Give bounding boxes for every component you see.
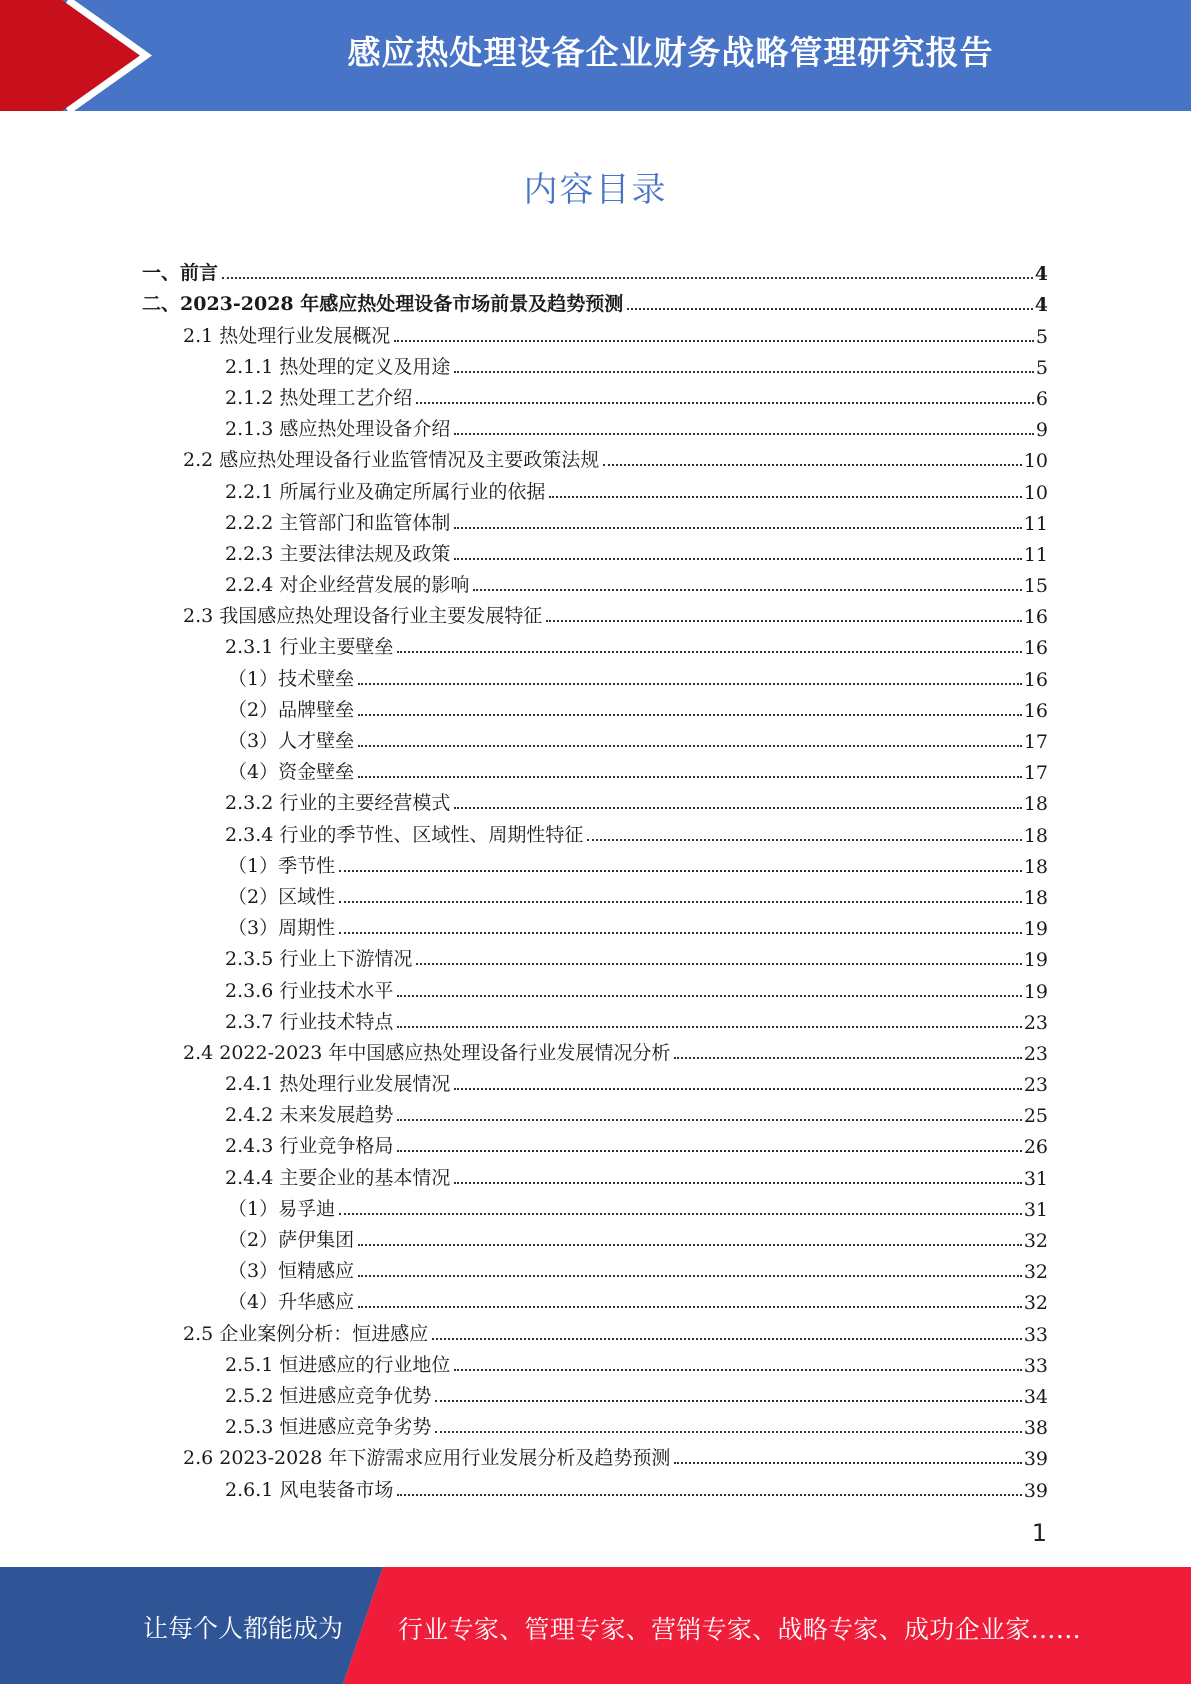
toc-entry-page: 9 xyxy=(1035,419,1048,442)
toc-entry[interactable] xyxy=(142,815,1048,846)
header-arrow-red xyxy=(0,0,140,111)
toc-dot-leader xyxy=(603,464,1022,466)
toc-entry-page: 19 xyxy=(1023,980,1048,1003)
toc-entry-page: 18 xyxy=(1023,855,1048,878)
toc-dot-leader xyxy=(397,995,1021,997)
toc-entry-page: 17 xyxy=(1023,731,1048,753)
toc-dot-leader xyxy=(358,1244,1022,1246)
toc-entry-page: 31 xyxy=(1023,1198,1048,1221)
toc-dot-leader xyxy=(397,651,1021,653)
toc-entry[interactable] xyxy=(142,971,1048,1002)
toc-entry-title: （4）资金壁垒 xyxy=(228,761,355,784)
toc-entry-title: （2）区域性 xyxy=(228,885,336,908)
toc-dot-leader xyxy=(454,558,1021,560)
toc-entry-page: 4 xyxy=(1034,294,1048,317)
toc-dot-leader xyxy=(587,839,1021,841)
toc-entry-page: 33 xyxy=(1023,1323,1048,1346)
toc-dot-leader xyxy=(416,402,1034,404)
toc-entry-title: 一、前言 xyxy=(142,262,219,285)
toc-dot-leader xyxy=(339,901,1022,903)
toc-entry[interactable] xyxy=(142,1065,1048,1096)
toc-dot-leader xyxy=(358,745,1022,747)
toc-dot-leader xyxy=(358,714,1022,716)
toc-entry-page: 26 xyxy=(1023,1136,1048,1159)
toc-entry[interactable] xyxy=(142,878,1048,909)
toc-dot-leader xyxy=(435,1400,1021,1402)
toc-entry-title: 2.6.1 风电装备市场 xyxy=(225,1478,394,1501)
toc-entry-page: 33 xyxy=(1023,1354,1048,1377)
toc-dot-leader xyxy=(397,1150,1021,1152)
toc-entry-title: 2.3.1 行业主要壁垒 xyxy=(225,636,394,659)
toc-entry-title: 2.2.1 所属行业及确定所属行业的依据 xyxy=(225,480,546,503)
toc-entry[interactable] xyxy=(142,597,1048,628)
toc-entry-title: 2.3.2 行业的主要经营模式 xyxy=(225,792,451,815)
toc-dot-leader xyxy=(416,963,1021,965)
toc-dot-leader xyxy=(549,496,1021,498)
toc-entry-title: 2.3.4 行业的季节性、区域性、周期性特征 xyxy=(225,823,584,846)
toc-entry-page: 16 xyxy=(1023,606,1048,629)
toc-entry-page: 38 xyxy=(1023,1417,1048,1440)
toc-dot-leader xyxy=(397,1494,1021,1496)
toc-dot-leader xyxy=(454,1088,1021,1090)
toc-entry[interactable] xyxy=(142,472,1048,503)
toc-dot-leader xyxy=(435,1431,1021,1433)
toc-entry-page: 23 xyxy=(1023,1074,1048,1097)
toc-entry[interactable] xyxy=(142,1408,1048,1439)
toc-entry[interactable] xyxy=(142,379,1048,410)
toc-entry[interactable] xyxy=(142,1190,1048,1221)
toc-entry[interactable] xyxy=(142,784,1048,815)
toc-dot-leader xyxy=(473,589,1021,591)
toc-entry-page: 32 xyxy=(1023,1261,1048,1284)
table-of-contents xyxy=(142,254,1048,1502)
toc-entry[interactable] xyxy=(142,909,1048,940)
toc-entry-title: 2.5 企业案例分析：恒进感应 xyxy=(183,1322,429,1345)
toc-entry-page: 17 xyxy=(1023,762,1048,785)
toc-dot-leader xyxy=(454,1369,1021,1371)
toc-entry-title: 2.4.4 主要企业的基本情况 xyxy=(225,1166,451,1189)
toc-dot-leader xyxy=(358,1275,1022,1277)
toc-entry[interactable] xyxy=(142,566,1048,597)
toc-entry-title: 2.4.1 热处理行业发展情况 xyxy=(225,1073,451,1096)
toc-dot-leader xyxy=(627,308,1033,310)
toc-entry[interactable] xyxy=(142,1346,1048,1377)
toc-dot-leader xyxy=(358,776,1022,778)
toc-entry[interactable] xyxy=(142,1377,1048,1408)
toc-entry-page: 18 xyxy=(1023,886,1048,909)
toc-entry-title: （2）品牌壁垒 xyxy=(228,698,355,721)
toc-entry-page: 23 xyxy=(1023,1011,1048,1034)
toc-entry[interactable] xyxy=(142,441,1048,472)
toc-dot-leader xyxy=(397,1026,1021,1028)
toc-dot-leader xyxy=(358,1306,1022,1308)
toc-entry[interactable] xyxy=(142,410,1048,441)
toc-entry-page: 34 xyxy=(1023,1385,1048,1408)
toc-entry-page: 23 xyxy=(1023,1042,1048,1065)
toc-entry[interactable] xyxy=(142,722,1048,753)
toc-entry-title: 2.3 我国感应热处理设备行业主要发展特征 xyxy=(183,605,543,628)
toc-entry-page: 16 xyxy=(1023,668,1048,691)
toc-entry-title: 2.3.7 行业技术特点 xyxy=(225,1010,394,1033)
toc-entry-page: 16 xyxy=(1023,699,1048,722)
report-footer xyxy=(0,1567,1191,1684)
toc-entry-page: 15 xyxy=(1023,575,1048,598)
toc-entry[interactable] xyxy=(142,1470,1048,1501)
toc-entry-page: 5 xyxy=(1035,356,1048,379)
toc-dot-leader xyxy=(339,932,1022,934)
toc-dot-leader xyxy=(394,340,1034,342)
toc-entry[interactable] xyxy=(142,628,1048,659)
toc-entry-title: 2.4 2022-2023 年中国感应热处理设备行业发展情况分析 xyxy=(183,1041,671,1064)
report-header xyxy=(0,0,1191,111)
toc-dot-leader xyxy=(454,1182,1021,1184)
toc-entry-page: 5 xyxy=(1035,325,1048,348)
toc-entry-page: 39 xyxy=(1023,1448,1048,1471)
toc-entry-page: 16 xyxy=(1023,637,1048,660)
toc-dot-leader xyxy=(222,277,1033,279)
toc-entry-title: 2.2.4 对企业经营发展的影响 xyxy=(225,574,470,597)
footer-slogan-right: 行业专家、管理专家、营销专家、战略专家、成功企业家…… xyxy=(398,1615,1082,1644)
toc-entry-page: 6 xyxy=(1035,387,1048,410)
toc-entry[interactable] xyxy=(142,1034,1048,1065)
toc-entry[interactable] xyxy=(142,1221,1048,1252)
toc-dot-leader xyxy=(339,870,1022,872)
toc-entry[interactable] xyxy=(142,847,1048,878)
toc-entry[interactable] xyxy=(142,1252,1048,1283)
toc-dot-leader xyxy=(339,1213,1022,1215)
toc-entry[interactable] xyxy=(142,1003,1048,1034)
page-number: 1 xyxy=(1031,1519,1047,1547)
toc-dot-leader xyxy=(674,1462,1021,1464)
toc-entry-page: 11 xyxy=(1023,543,1048,566)
toc-entry-title: 2.3.6 行业技术水平 xyxy=(225,979,394,1002)
toc-entry[interactable] xyxy=(142,940,1048,971)
header-arrow-icon xyxy=(0,0,160,111)
toc-entry-title: （3）恒精感应 xyxy=(228,1260,355,1283)
toc-entry[interactable] xyxy=(142,1158,1048,1189)
toc-entry[interactable] xyxy=(142,535,1048,566)
toc-entry-title: 2.2.2 主管部门和监管体制 xyxy=(225,511,451,534)
toc-dot-leader xyxy=(546,620,1022,622)
toc-entry-page: 19 xyxy=(1023,949,1048,972)
toc-dot-leader xyxy=(454,807,1021,809)
footer-slogan-left: 让每个人都能成为 xyxy=(143,1614,344,1643)
toc-dot-leader xyxy=(454,433,1034,435)
toc-dot-leader xyxy=(397,1119,1021,1121)
toc-entry-page: 19 xyxy=(1023,918,1048,941)
toc-dot-leader xyxy=(454,371,1034,373)
toc-entry[interactable] xyxy=(142,348,1048,379)
toc-entry-title: 2.5.1 恒进感应的行业地位 xyxy=(225,1353,451,1376)
toc-entry[interactable] xyxy=(142,1127,1048,1158)
toc-entry-title: 二、2023-2028 年感应热处理设备市场前景及趋势预测 xyxy=(142,293,624,316)
toc-entry-page: 18 xyxy=(1023,793,1048,816)
toc-entry-title: （4）升华感应 xyxy=(228,1291,355,1314)
toc-entry-page: 39 xyxy=(1023,1479,1048,1502)
toc-entry-title: 2.1.2 热处理工艺介绍 xyxy=(225,386,413,409)
toc-entry[interactable] xyxy=(142,691,1048,722)
toc-entry-title: （1）技术壁垒 xyxy=(228,667,355,690)
toc-entry[interactable] xyxy=(142,285,1048,316)
toc-entry-page: 18 xyxy=(1023,824,1048,847)
toc-entry-title: 2.1 热处理行业发展概况 xyxy=(183,324,391,347)
toc-entry-page: 4 xyxy=(1034,263,1048,286)
toc-dot-leader xyxy=(432,1338,1022,1340)
toc-entry-page: 32 xyxy=(1023,1292,1048,1315)
toc-entry-title: （1）季节性 xyxy=(228,854,336,877)
toc-entry-title: 2.1.1 热处理的定义及用途 xyxy=(225,355,451,378)
toc-dot-leader xyxy=(454,527,1021,529)
toc-entry-title: 2.5.2 恒进感应竞争优势 xyxy=(225,1384,432,1407)
toc-entry-page: 11 xyxy=(1023,512,1048,535)
toc-entry[interactable] xyxy=(142,1096,1048,1127)
toc-entry-title: （1）易孚迪 xyxy=(228,1197,336,1220)
toc-entry-title: （3）人才壁垒 xyxy=(228,730,355,752)
toc-entry-page: 32 xyxy=(1023,1230,1048,1252)
toc-entry[interactable] xyxy=(142,316,1048,347)
toc-entry-title: （2）萨伊集团 xyxy=(228,1229,355,1251)
toc-entry[interactable] xyxy=(142,1283,1048,1314)
toc-entry-page: 31 xyxy=(1023,1167,1048,1190)
toc-entry-page: 10 xyxy=(1023,450,1048,473)
toc-entry-title: 2.2.3 主要法律法规及政策 xyxy=(225,542,451,565)
toc-entry[interactable] xyxy=(142,753,1048,784)
toc-dot-leader xyxy=(358,683,1022,685)
toc-entry[interactable] xyxy=(142,504,1048,535)
toc-entry-title: 2.1.3 感应热处理设备介绍 xyxy=(225,418,451,441)
toc-heading: 内容目录 xyxy=(523,170,668,210)
toc-entry[interactable] xyxy=(142,254,1048,285)
toc-entry-title: 2.2 感应热处理设备行业监管情况及主要政策法规 xyxy=(183,449,600,472)
toc-entry-title: 2.3.5 行业上下游情况 xyxy=(225,948,413,971)
report-title: 感应热处理设备企业财务战略管理研究报告 xyxy=(347,33,994,72)
toc-entry-page: 10 xyxy=(1023,481,1048,504)
toc-entry-title: 2.4.2 未来发展趋势 xyxy=(225,1104,394,1127)
toc-entry-title: 2.5.3 恒进感应竞争劣势 xyxy=(225,1416,432,1439)
toc-entry[interactable] xyxy=(142,659,1048,690)
toc-entry[interactable] xyxy=(142,1439,1048,1470)
toc-entry-title: 2.6 2023-2028 年下游需求应用行业发展分析及趋势预测 xyxy=(183,1447,671,1470)
toc-entry-page: 25 xyxy=(1023,1105,1048,1128)
toc-entry[interactable] xyxy=(142,1314,1048,1345)
toc-dot-leader xyxy=(674,1057,1021,1059)
toc-entry-title: 2.4.3 行业竞争格局 xyxy=(225,1135,394,1158)
toc-entry-title: （3）周期性 xyxy=(228,917,336,940)
